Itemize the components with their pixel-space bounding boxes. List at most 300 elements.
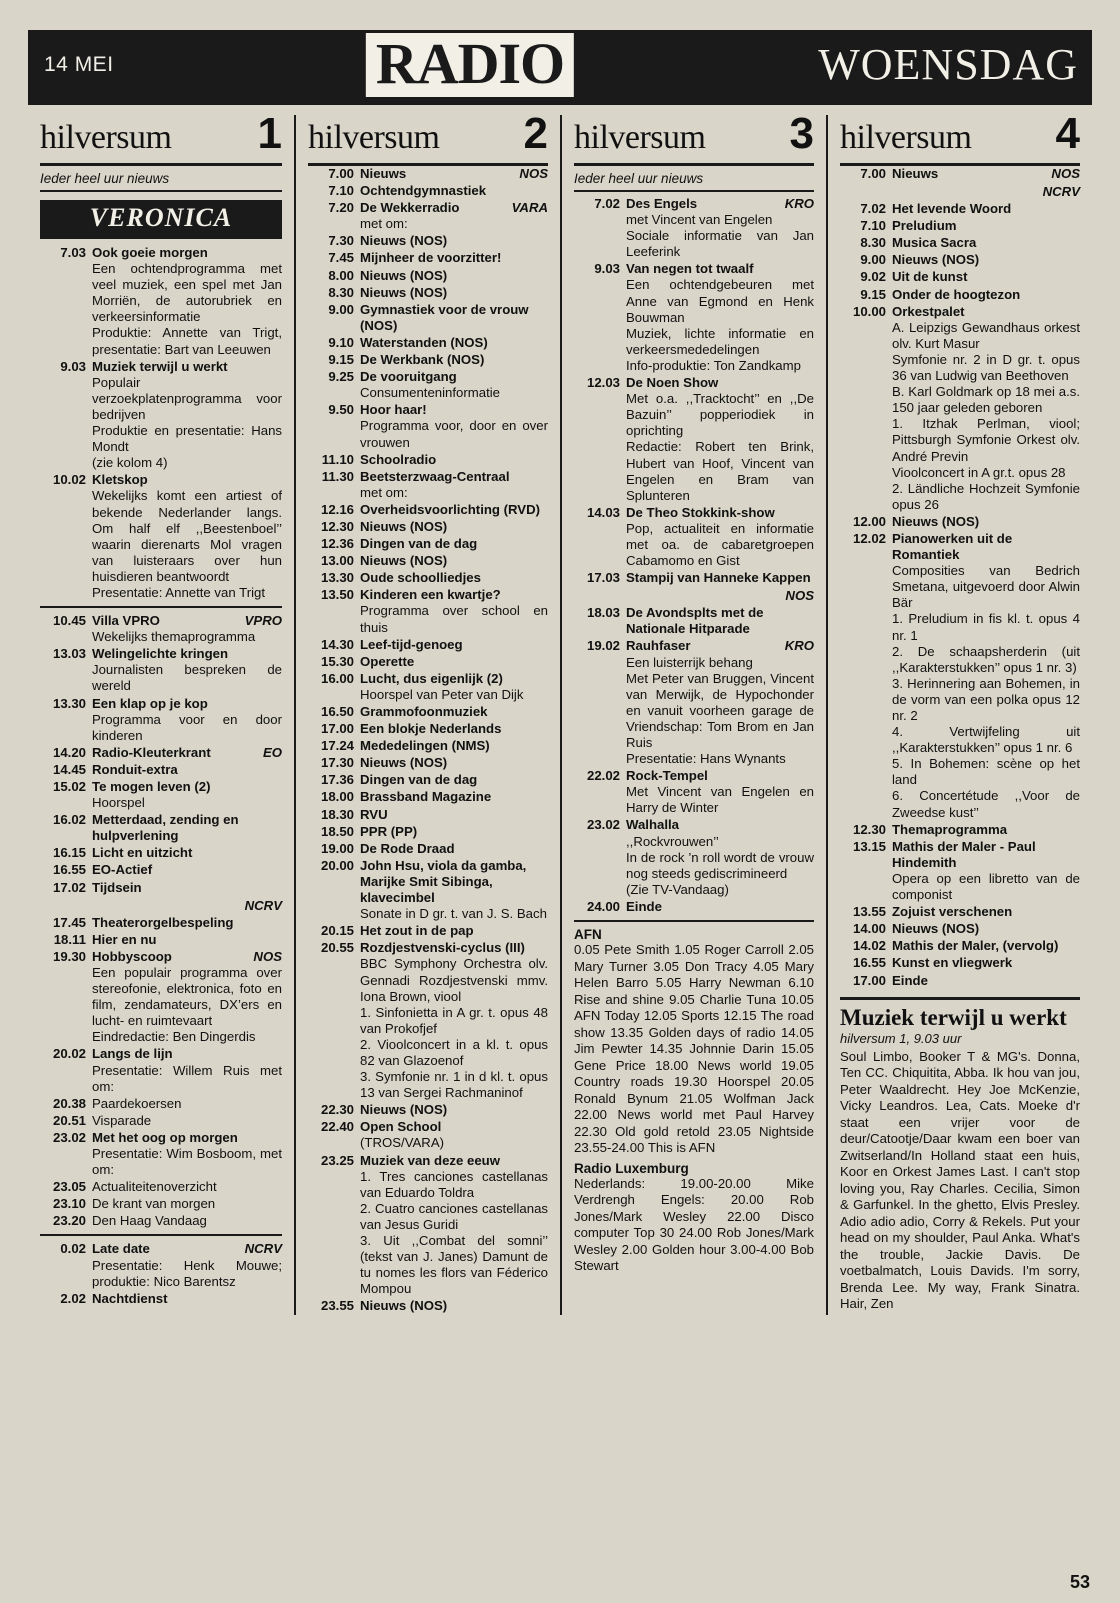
programme-body [892,287,1080,303]
programme-title [360,755,548,771]
programme-time: 7.20 [328,200,354,216]
programme-title [92,1241,282,1257]
programme-title [626,638,814,654]
programme-title-text: Pianowerken uit de Romantiek [892,530,1013,563]
programme-body [360,858,548,922]
programme-description: ,,Rockvrouwen’’ [626,833,719,849]
programme-time: 20.51 [52,1112,86,1128]
programme-title-text: Open School [360,1119,442,1135]
programme-description: Journalisten bespreken de wereld [92,662,282,694]
programme-body [92,779,282,811]
programme-title-text: Ochtendgymnastiek [360,183,487,199]
programme-time: 10.02 [52,472,86,488]
programme-title-text: Orkestpalet [892,303,965,319]
programme-description: Pop, actualiteit en informatie met oa. de cabaretgroepen Cabamomo en Gist [626,520,814,569]
programme-time: 13.55 [852,904,886,920]
programme-body [360,587,548,635]
programme-title [892,287,1080,303]
programme-body [360,1298,548,1314]
programme-description: 3. Symfonie nr. 1 in d kl. t. opus 13 van Sergei Rachmaninof [360,1069,548,1101]
programme-entry [308,721,548,737]
programme-body [360,940,548,1101]
programme-time: 20.55 [320,940,354,956]
programme-title-text: Stampij van Hanneke Kappen [626,570,811,586]
programme-title-text: PPR (PP) [360,823,418,839]
programme-title [360,553,548,569]
station-name: hilversum [574,119,706,156]
programme-body [92,949,282,1046]
programme-time: 9.00 [860,252,886,268]
programme-time: 23.02 [586,817,620,833]
programme-title-text: Nieuws (NOS) [360,755,448,771]
programme-body [92,915,282,931]
programme-entry [40,359,282,472]
programme-title-text: Visparade [92,1112,152,1128]
programme-entry [308,285,548,301]
programme-title-text: Muziek van deze eeuw [360,1152,500,1168]
programme-title [360,1153,548,1169]
programme-entry [308,519,548,535]
programme-body [360,250,548,266]
programme-title-text: Nachtdienst [92,1290,168,1306]
programme-body [92,245,282,358]
programme-title [360,369,548,385]
programme-title [360,923,548,939]
programme-title-text: De vooruitgang [360,369,457,385]
station-column-4 [826,109,1092,1315]
luxemburg-schedule: Nederlands: 19.00-20.00 Mike Verdrengh Engels: 20.00 Rob Jones/Mark Wesley 22.00 Disco computer Top 30 24.00 Rob Jones/Mark Wesley 2.00 Golden hour 3.00-4.00 Bob Stewart [574,1175,814,1274]
programme-body [92,1046,282,1094]
programme-time: 17.30 [320,755,354,771]
programme-title [360,285,548,301]
programme-description: Sociale informatie van Jan Leeferink [626,228,814,260]
programme-time: 16.15 [52,845,86,861]
programme-body [360,841,548,857]
programme-title-text: Tijdsein [92,879,142,895]
programme-title [92,245,282,261]
programme-entry [574,505,814,569]
programme-entry [840,955,1080,971]
programme-description: Wekelijks komt een artiest of bekende Nederlander langs. Om half elf ,,Beestenboel’’ waarin dierenarts Mol vragen van luisteraars over hun huisdieren beantwoordt [92,488,282,584]
programme-entry [840,822,1080,838]
programme-title-text: Leef-tijd-genoeg [360,636,463,652]
programme-title-text: EO-Actief [92,862,153,878]
programme-description: 2. Cuatro canciones castellanas van Jesus Guridi [360,1200,548,1232]
programme-entry [40,1096,282,1112]
programme-description: BBC Symphony Orchestra olv. Gennadi Rozdjestvenski mmv. Iona Brown, viool [360,956,548,1004]
programme-title [92,812,282,844]
programme-description: Een ochtendgebeuren met Anne van Egmond en Henk Bouwman [626,277,814,325]
programme-entry [308,469,548,501]
programme-description: (Zie TV-Vandaag) [626,881,729,897]
programme-time: 16.02 [52,812,86,828]
programme-time: 9.50 [328,402,354,418]
programme-time: 23.20 [52,1213,86,1229]
programme-entry [574,261,814,374]
programme-entry [40,779,282,811]
programme-title [626,817,814,833]
programme-body [92,1179,282,1195]
broadcaster-label: NOS [785,588,814,604]
programme-time: 19.00 [320,840,354,856]
programme-title-text: Uit de kunst [892,269,968,285]
programme-title-text: Welingelichte kringen [92,646,229,662]
programme-title-text: RVU [360,806,388,822]
programme-title-text: Kletskop [92,472,148,488]
programme-body [360,369,548,401]
programme-time: 23.10 [52,1196,86,1212]
programme-body [360,536,548,552]
programme-title [92,1213,282,1229]
programme-entry [308,1298,548,1314]
programme-entry [308,452,548,468]
programme-entry [40,1213,282,1229]
programme-title [92,745,282,761]
programme-entry [574,638,814,767]
programme-title [360,166,548,182]
programme-entry [840,938,1080,954]
programme-time: 16.55 [852,955,886,971]
programme-entry [40,1113,282,1129]
programme-body [892,252,1080,268]
programme-title [360,502,548,518]
programme-title [626,196,814,212]
programme-broadcaster: NOS [519,166,548,181]
programme-body [92,472,282,601]
programme-body [892,166,1080,182]
programme-body [360,302,548,334]
station-columns [28,109,1092,1315]
programme-body [360,352,548,368]
programme-broadcaster: VPRO [244,613,282,629]
programme-entry [308,536,548,552]
programme-time: 15.02 [52,779,86,794]
programme-description: Presentatie: Henk Mouwe; produktie: Nico Barentsz [92,1257,282,1289]
programme-time: 9.03 [60,358,86,374]
section-divider [40,1234,282,1236]
programme-body [360,553,548,569]
programme-title-text: Themaprogramma [892,821,1008,837]
programme-time: 22.02 [586,768,620,784]
programme-entry [308,637,548,653]
music-feature-subtitle: hilversum 1, 9.03 uur [840,1030,962,1046]
programme-time: 23.05 [52,1179,86,1195]
programme-description: 1. Preludium in fis kl. t. opus 4 nr. 1 [892,611,1080,643]
programme-title-text: De Rode Draad [360,840,455,856]
programme-body [92,1130,282,1178]
programme-entry [308,940,548,1101]
programme-body [360,807,548,823]
programme-title-text: Nieuws (NOS) [892,921,980,937]
programme-title-text: Ook goeie morgen [92,245,208,260]
programme-description: Redactie: Robert ten Brink, Hubert van Hoof, Vincent van Engelen en Bram van Splunteren [626,439,814,503]
programme-title [360,654,548,670]
programme-description: A. Leipzigs Gewandhaus orkest olv. Kurt Masur [892,319,1080,351]
programme-entry [308,369,548,401]
programme-title-text: Beetsterzwaag-Centraal [360,468,510,484]
programme-entry [308,587,548,635]
programme-time: 14.03 [586,504,620,520]
programme-body [92,932,282,948]
programme-body [360,452,548,468]
programme-description: Presentatie: Willem Ruis met om: [92,1062,282,1094]
programme-body [92,1196,282,1212]
programme-entry [40,646,282,694]
station-name: hilversum [40,119,172,156]
programme-title-text: Villa VPRO [92,613,160,629]
programme-description: Programma over school en thuis [360,603,548,635]
programme-title-text: Mijnheer de voorzitter! [360,250,502,266]
programme-time: 7.00 [860,166,886,181]
programme-body [92,613,282,645]
programme-title-text: De Wekkerradio [360,200,460,216]
programme-time: 12.03 [586,375,620,391]
programme-description: Met Peter van Bruggen, Vincent van Merwijk, de Hypochonder en vanuit voorheen garage de Vriendschap: Tom Brom en Jan Ruis [626,670,814,750]
programme-description: met om: [360,484,408,500]
programme-title [360,1102,548,1118]
programme-title-text: Onder de hoogtezon [892,286,1021,302]
programme-title [92,949,282,965]
programme-title-text: Preludium [892,218,957,234]
programme-body [360,654,548,670]
programme-body [892,822,1080,838]
programme-title [626,768,814,784]
programme-time: 10.00 [852,303,886,319]
programme-body [626,899,814,915]
programme-entry [574,196,814,260]
programme-entry [40,1196,282,1212]
programme-entry [308,502,548,518]
programme-title [360,302,548,334]
programme-title [626,505,814,521]
programme-entry [308,183,548,199]
programme-entry [574,768,814,816]
programme-time: 20.15 [320,923,354,939]
programme-broadcaster: KRO [784,196,814,211]
programme-body [360,637,548,653]
programme-title [892,166,1080,182]
programme-description: Programma voor, door en over vrouwen [360,418,548,450]
programme-title [92,1196,282,1212]
programme-title [892,201,1080,217]
programme-time: 9.15 [328,352,354,368]
programme-body [360,1119,548,1151]
programme-description: Presentatie: Annette van Trigt [92,584,266,600]
programme-body [360,502,548,518]
programme-entry [40,845,282,861]
programme-time: 18.00 [320,789,354,805]
programme-title [92,1130,282,1146]
programme-time: 11.30 [321,468,354,484]
programme-entry [840,514,1080,530]
programme-title [92,613,282,629]
programme-body [360,738,548,754]
programme-title [360,452,548,468]
station-header [574,109,814,166]
programme-description: Info-produktie: Ton Zandkamp [626,357,801,373]
programme-description: In de rock ’n roll wordt de vrouw nog steeds gediscrimineerd [626,849,814,881]
programme-time: 13.00 [320,553,354,569]
programme-time: 19.30 [52,948,86,964]
programme-title-text: Des Engels [626,196,698,211]
programme-description: Presentatie: Wim Bosboom, met om: [92,1145,282,1178]
programme-entry [840,235,1080,251]
masthead-date: 14 MEI [44,53,114,76]
programme-entry [40,812,282,844]
programme-title-text: Einde [892,972,928,988]
programme-title [892,955,1080,971]
programme-title [92,1113,282,1129]
programme-title [892,839,1080,871]
programme-title-text: Dingen van de dag [360,536,478,552]
programme-body [892,531,1080,821]
programme-entry [40,1291,282,1307]
music-feature-box [840,997,1080,1313]
programme-entry [840,252,1080,268]
programme-entry [840,287,1080,303]
programme-time: 9.15 [860,286,886,302]
station-subhead: Ieder heel uur nieuws [40,166,282,192]
programme-entry [840,904,1080,920]
programme-title [892,252,1080,268]
programme-title [360,637,548,653]
programme-body [892,235,1080,251]
programme-description: Consumenteninformatie [360,385,501,401]
programme-title [626,570,814,586]
programme-title [92,915,282,931]
programme-title [360,570,548,586]
programme-title-text: Mededelingen (NMS) [360,738,490,754]
programme-body [92,845,282,861]
programme-time: 12.02 [852,530,886,546]
programme-title-text: Nieuws (NOS) [360,518,448,534]
programme-title [360,807,548,823]
programme-title-text: Ronduit-extra [92,761,178,777]
programme-time: 7.30 [328,233,354,249]
programme-title-text: De krant van morgen [92,1196,216,1212]
programme-description: Met Vincent van Engelen en Harry de Winter [626,784,814,816]
programme-entry [840,166,1080,182]
programme-time: 14.45 [52,761,86,777]
programme-entry [574,375,814,504]
programme-title [360,858,548,906]
programme-title [92,862,282,878]
programme-entry [574,817,814,897]
programme-title-text: Schoolradio [360,451,437,467]
programme-time: 19.02 [586,638,620,654]
programme-broadcaster: VARA [511,200,548,216]
programme-title-text: Mathis der Maler, (vervolg) [892,938,1059,954]
programme-title [360,402,548,418]
programme-description: Eindredactie: Ben Dingerdis [92,1029,256,1045]
programme-title-text: Den Haag Vandaag [92,1213,207,1229]
programme-body [626,768,814,816]
broadcaster-label: NCRV [244,897,282,913]
programme-title-text: Hobbyscoop [92,948,172,964]
programme-title-text: Met het oog op morgen [92,1129,238,1145]
programme-time: 17.00 [852,972,886,988]
programme-body [92,1213,282,1229]
programme-description: B. Karl Goldmark op 18 mei a.s. 150 jaar geleden geboren [892,384,1080,416]
programme-time: 20.38 [52,1095,86,1111]
programme-title [92,932,282,948]
programme-description: Wekelijks themaprogramma [92,629,256,645]
programme-title-text: Waterstanden (NOS) [360,334,488,350]
programme-time: 8.30 [328,284,354,300]
programme-body [360,704,548,720]
programme-title-text: Kunst en vliegwerk [892,955,1013,971]
programme-title-text: Kinderen een kwartje? [360,587,501,603]
programme-body [360,824,548,840]
programme-body [626,196,814,260]
programme-time: 23.02 [52,1129,86,1145]
programme-broadcaster: EO [262,744,282,760]
programme-entry [40,1241,282,1289]
section-divider [40,606,282,608]
programme-time: 17.36 [320,772,354,788]
programme-entry [40,862,282,878]
programme-body [92,696,282,744]
programme-time: 24.00 [586,898,620,914]
programme-body [92,1096,282,1112]
programme-title [360,704,548,720]
programme-body [360,200,548,232]
programme-time: 7.02 [594,196,620,211]
programme-description: Muziek, lichte informatie en verkeersmededelingen [626,325,814,357]
programme-title [360,233,548,249]
programme-title-text: Langs de lijn [92,1046,173,1062]
programme-description: Presentatie: Hans Wynants [626,751,786,767]
programme-title [360,352,548,368]
programme-entry [574,570,814,586]
programme-title-text: Een blokje Nederlands [360,721,502,737]
programme-entry [308,233,548,249]
programme-entry [308,789,548,805]
page-number: 53 [1069,1572,1090,1592]
programme-time: 12.16 [320,501,354,517]
programme-title-text: Van negen tot twaalf [626,261,754,277]
programme-body [92,812,282,844]
programme-body [360,570,548,586]
programme-title [92,779,282,795]
programme-entry [40,762,282,778]
programme-title-text: Operette [360,653,415,669]
programme-title [360,789,548,805]
programme-time: 16.50 [320,704,354,719]
programme-title-text: Lucht, dus eigenlijk (2) [360,670,503,686]
programme-body [360,285,548,301]
programme-entry [308,553,548,569]
programme-title [360,469,548,485]
programme-entry [308,335,548,351]
programme-title [360,519,548,535]
programme-time: 22.40 [320,1119,354,1135]
programme-entry [308,654,548,670]
programme-title-text: Musica Sacra [892,235,977,251]
programme-entry [308,1119,548,1151]
programme-body [360,789,548,805]
programme-description: 1. Sinfonietta in A gr. t. opus 48 van Prokofjef [360,1004,548,1036]
programme-entry [840,269,1080,285]
programme-body [626,505,814,569]
programme-body [360,755,548,771]
programme-title-text: Hier en nu [92,931,157,947]
programme-time: 7.03 [60,245,86,260]
programme-body [360,402,548,450]
programme-entry [840,304,1080,513]
programme-entry [308,1102,548,1118]
programme-title [92,359,282,375]
